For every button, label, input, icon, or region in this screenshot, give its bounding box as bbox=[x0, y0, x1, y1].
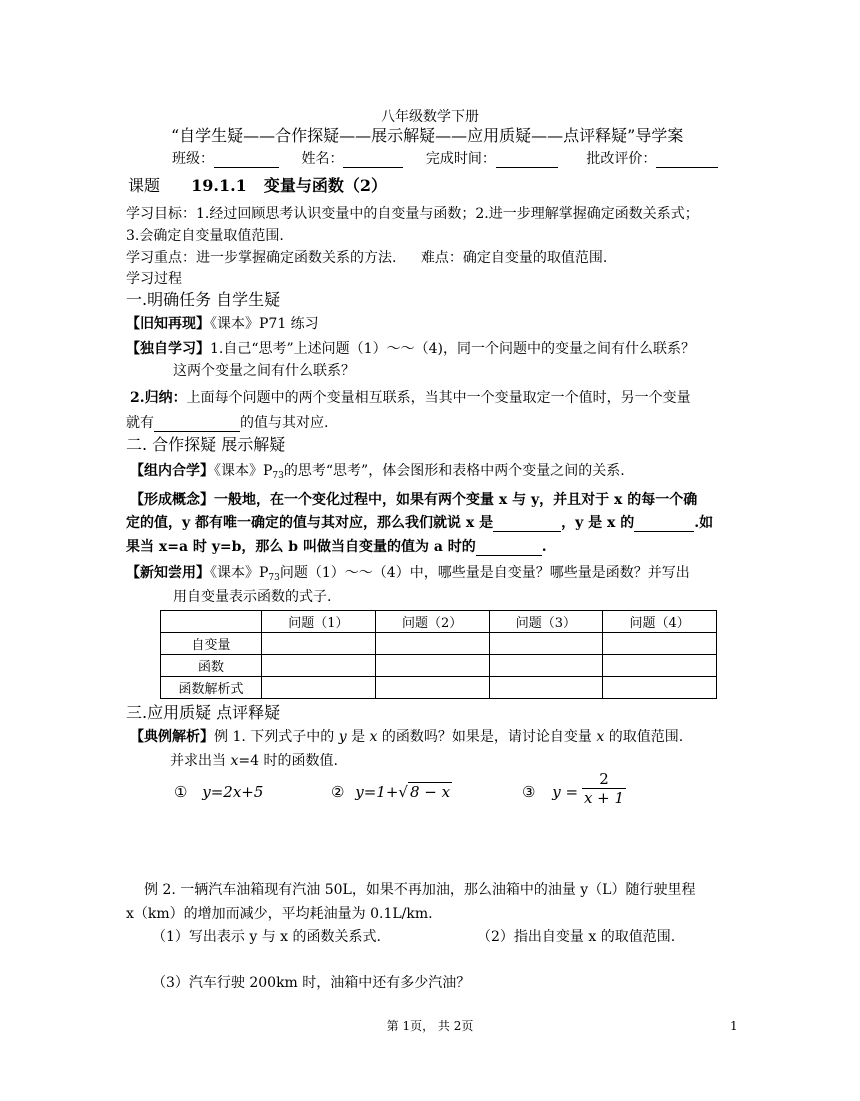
summary-prefix: 就有 bbox=[126, 415, 154, 431]
self-text: 1.自己“思考”上述问题（1）～～（4)，同一个问题中的变量之间有什么联系？ bbox=[210, 341, 695, 357]
section3-heading: 三.应用质疑 点评释疑 bbox=[126, 703, 281, 722]
example2-line2: x（km）的增加而减少，平均耗油量为 0.1L/km. bbox=[126, 906, 433, 922]
formula-2-radicand: 8 − x bbox=[409, 783, 451, 801]
summary-line bbox=[130, 389, 691, 407]
group-line bbox=[130, 462, 625, 485]
formula-1-marker: ① bbox=[174, 783, 188, 801]
variables-table bbox=[160, 610, 717, 699]
try-text-b: 问题（1）～～（4）中，哪些量是自变量？哪些量是函数？并写出 bbox=[279, 565, 690, 581]
concept-text3a: 果当 x=a 时 y=b，那么 b 叫做当自变量的值为 a 时的 bbox=[126, 539, 476, 555]
formula-1 bbox=[174, 783, 263, 801]
group-text-b: 的思考“思考”，体会图形和表格中两个变量之间的关系. bbox=[283, 463, 625, 479]
page-subtitle: “自学生疑——合作探疑——展示解疑——应用质疑——点评释疑”导学案 bbox=[171, 126, 684, 145]
self-study-line2: 这两个变量之间有什么联系？ bbox=[173, 363, 355, 379]
name-label: 姓名： bbox=[301, 151, 344, 167]
section1-heading: 一.明确任务 自学生疑 bbox=[126, 290, 281, 309]
summary-tag: 2.归纳： bbox=[130, 390, 187, 406]
concept-line1 bbox=[130, 491, 697, 509]
ex1-line2-x: x bbox=[230, 753, 239, 769]
grade-blank[interactable] bbox=[656, 153, 718, 168]
ex1-var-x2: x bbox=[596, 729, 605, 745]
summary-blank[interactable] bbox=[154, 417, 240, 432]
table-cell[interactable] bbox=[489, 655, 603, 677]
table-cell[interactable] bbox=[262, 633, 376, 655]
goals-line2: 3.会确定自变量取值范围. bbox=[126, 228, 284, 244]
group-text-a: 《课本》P bbox=[214, 463, 273, 479]
concept-blank3[interactable] bbox=[476, 541, 542, 556]
try-line bbox=[126, 564, 690, 587]
row-label: 函数 bbox=[161, 655, 262, 677]
concept-tag: 【形成概念】 bbox=[130, 492, 214, 508]
key-text: 学习重点：进一步掌握确定函数关系的方法. bbox=[126, 250, 397, 266]
try-line2: 用自变量表示函数的式子. bbox=[173, 589, 332, 605]
ex1-text-d: 的取值范围. bbox=[604, 729, 684, 745]
group-page: 73 bbox=[272, 471, 284, 481]
fraction-numerator: 2 bbox=[582, 770, 626, 789]
goals-line1: 学习目标：1.经过回顾思考认识变量中的自变量与函数；2.进一步理解掌握确定函数关系式； bbox=[126, 206, 699, 222]
formula-1-expr: y=2x+5 bbox=[202, 783, 264, 801]
self-study-line bbox=[126, 340, 695, 358]
ex1-text-a: 例 1. 下列式子中的 bbox=[214, 729, 339, 745]
self-tag: 【独自学习】 bbox=[126, 341, 210, 357]
ex1-var-y: y bbox=[338, 729, 347, 745]
fraction-denominator: x + 1 bbox=[583, 789, 625, 807]
table-row bbox=[161, 677, 717, 699]
group-tag: 【组内合学】 bbox=[130, 463, 214, 479]
key-points bbox=[126, 249, 607, 267]
formula-3 bbox=[522, 783, 578, 801]
process-label: 学习过程 bbox=[126, 271, 182, 287]
ex1-line2-c: =4 时的函数值. bbox=[238, 753, 338, 769]
table-row bbox=[161, 633, 717, 655]
table-cell[interactable] bbox=[603, 677, 717, 699]
formula-3-lhs: y = bbox=[552, 783, 579, 801]
summary-line2 bbox=[126, 414, 328, 432]
row-label: 自变量 bbox=[161, 633, 262, 655]
class-blank[interactable] bbox=[214, 153, 279, 168]
concept-text2b: ，y 是 x 的 bbox=[561, 515, 635, 531]
time-blank[interactable] bbox=[496, 153, 558, 168]
table-header: 问题（2） bbox=[375, 611, 489, 633]
summary-text: 上面每个问题中的两个变量相互联系，当其中一个变量取定一个值时，另一个变量 bbox=[186, 390, 691, 406]
try-tag: 【新知尝用】 bbox=[126, 565, 210, 581]
time-label: 完成时间： bbox=[425, 151, 496, 167]
table-cell[interactable] bbox=[489, 633, 603, 655]
formula-2-expr: y=1+ bbox=[355, 783, 399, 801]
concept-blank2[interactable] bbox=[634, 517, 694, 532]
row-label: 函数解析式 bbox=[161, 677, 262, 699]
lesson-name: 变量与函数（2） bbox=[263, 176, 388, 195]
info-row bbox=[172, 150, 718, 168]
table-header: 问题（1） bbox=[262, 611, 376, 633]
section2-heading: 二. 合作探疑 展示解疑 bbox=[126, 435, 286, 454]
lesson-title bbox=[128, 177, 387, 195]
formula-2 bbox=[331, 783, 452, 801]
ex1-text-c: 的函数吗？如果是，请讨论自变量 bbox=[377, 729, 597, 745]
example2-q3: （3）汽车行驶 200km 时，油箱中还有多少汽油？ bbox=[152, 975, 471, 991]
formula-3-fraction bbox=[582, 770, 626, 807]
table-cell[interactable] bbox=[489, 677, 603, 699]
table-cell[interactable] bbox=[603, 633, 717, 655]
example-tag: 【典例解析】 bbox=[130, 729, 214, 745]
example2-q1: （1）写出表示 y 与 x 的函数关系式. bbox=[152, 929, 381, 945]
book-title: 八年级数学下册 bbox=[381, 109, 479, 125]
table-header-row bbox=[161, 611, 717, 633]
sqrt-icon: √ bbox=[398, 783, 408, 801]
table-cell[interactable] bbox=[375, 633, 489, 655]
grade-label: 批改评价： bbox=[586, 151, 657, 167]
summary-suffix: 的值与其对应. bbox=[240, 415, 329, 431]
concept-text1: 一般地，在一个变化过程中，如果有两个变量 x 与 y，并且对于 x 的每一个确 bbox=[214, 492, 698, 508]
table-header: 问题（4） bbox=[603, 611, 717, 633]
review-text: 《课本》P71 练习 bbox=[210, 316, 319, 332]
concept-text2a: 定的值，y 都有唯一确定的值与其对应，那么我们就说 x 是 bbox=[126, 515, 494, 531]
example2-q2: （2）指出自变量 x 的取值范围. bbox=[477, 929, 676, 945]
table-corner bbox=[161, 611, 262, 633]
example2-line1: 例 2. 一辆汽车油箱现有汽油 50L，如果不再加油，那么油箱中的油量 y（L）随行驶里程 bbox=[144, 882, 696, 898]
ex1-line2-a: 并求出当 bbox=[170, 753, 231, 769]
difficulty-text: 难点：确定自变量的取值范围. bbox=[420, 250, 608, 266]
table-cell[interactable] bbox=[375, 677, 489, 699]
example1-line bbox=[130, 728, 683, 746]
table-cell[interactable] bbox=[603, 655, 717, 677]
class-label: 班级： bbox=[172, 151, 214, 167]
try-page: 73 bbox=[268, 573, 280, 583]
ex1-var-x: x bbox=[369, 729, 378, 745]
page-number: 1 bbox=[730, 1019, 738, 1033]
concept-blank1[interactable] bbox=[493, 517, 561, 532]
concept-line3 bbox=[126, 538, 547, 556]
table-header: 问题（3） bbox=[489, 611, 603, 633]
lesson-label: 课题 bbox=[128, 176, 161, 195]
formula-3-marker: ③ bbox=[522, 783, 536, 801]
review-line bbox=[126, 315, 319, 333]
table-cell[interactable] bbox=[262, 655, 376, 677]
table-cell[interactable] bbox=[375, 655, 489, 677]
example1-line2 bbox=[170, 752, 338, 770]
concept-line2 bbox=[126, 514, 713, 532]
formula-2-marker: ② bbox=[331, 783, 345, 801]
concept-text2c: .如 bbox=[694, 515, 714, 531]
table-row bbox=[161, 655, 717, 677]
try-text-a: 《课本》P bbox=[210, 565, 269, 581]
review-tag: 【旧知再现】 bbox=[126, 316, 210, 332]
table-cell[interactable] bbox=[262, 677, 376, 699]
concept-text3b: . bbox=[541, 539, 547, 555]
ex1-text-b: 是 bbox=[346, 729, 370, 745]
page-footer: 第 1页， 共 2页 bbox=[386, 1019, 474, 1033]
name-blank[interactable] bbox=[343, 153, 403, 168]
lesson-number: 19.1.1 bbox=[191, 176, 247, 195]
